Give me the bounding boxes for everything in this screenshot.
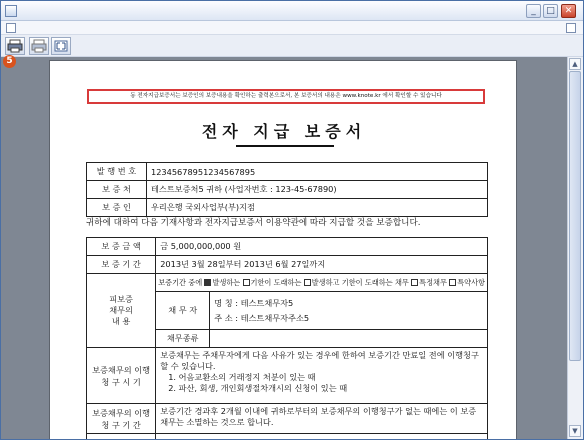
- table-row: [87, 404, 488, 434]
- scrollbar-thumb[interactable]: [569, 71, 581, 361]
- table-row: [87, 274, 488, 292]
- period-value: 2013년 3월 28일부터 2013년 6월 27일까지: [156, 256, 488, 274]
- claim-item-2: 2. 파산, 회생, 개인회생절차개시의 신청이 있는 때: [168, 383, 348, 393]
- claim-item-1: 1. 어음교환소의 거래정지 처분이 있는 때: [168, 372, 316, 382]
- amount-value: 금 5,000,000,000 원: [156, 238, 488, 256]
- print-preview-button[interactable]: [29, 37, 49, 55]
- claim-period-label: 보증채무의 이행 청 구 기 간: [87, 404, 156, 434]
- guaranteed-debt-label: 피보증 채무의 내 용: [87, 274, 156, 348]
- scroll-up-arrow-icon[interactable]: ▲: [569, 58, 581, 70]
- document-icon[interactable]: [6, 23, 16, 33]
- guarantor-label: 보 증 인: [87, 199, 147, 217]
- checkbox-occurring-and-due-label: 발생하고 기한이 도래하는 채무: [311, 277, 409, 287]
- claim-timing-value: [156, 348, 488, 404]
- debtor-address: 주 소 : 테스트채무자주소5: [214, 312, 310, 323]
- step-badge: 5: [3, 55, 16, 68]
- debtor-name: 명 칭 : 테스트채무자5: [214, 297, 294, 308]
- table-row: [87, 434, 488, 440]
- checkbox-occurring-label: 발생하는: [212, 277, 241, 287]
- guarantee-statement: 귀하에 대하여 다음 기재사항과 전자지급보증서 이용약관에 따라 지급할 것을 보증합니다.: [86, 218, 421, 228]
- toolbar: [1, 35, 583, 57]
- table-row: [87, 181, 488, 199]
- next-row-value: [156, 434, 488, 440]
- table-row: [87, 348, 488, 404]
- claim-timing-label: 보증채무의 이행 청 구 시 기: [87, 348, 156, 404]
- table-row: [87, 163, 488, 181]
- debt-type-checkboxes: [156, 274, 488, 292]
- maximize-button[interactable]: □: [543, 4, 558, 18]
- print-button[interactable]: [5, 37, 25, 55]
- table-row: [87, 238, 488, 256]
- issue-info-table: [86, 162, 488, 217]
- table-row: [87, 256, 488, 274]
- document-viewport[interactable]: [1, 57, 567, 439]
- checkbox-special-terms-label: 특약사항: [457, 277, 485, 287]
- print-preview-icon: [31, 39, 47, 53]
- claim-timing-text: 보증채무는 주채무자에게 다음 사유가 있는 경우에 한하여 보증기간 만료일 전에 이행청구할 수 있습니다.: [160, 350, 479, 371]
- menu-bar: [1, 21, 583, 35]
- beneficiary-value: 테스트보증처5 귀하 (사업자번호 : 123-45-67890): [147, 181, 488, 199]
- notice-banner: 동 전자지급보증서는 보증인의 보증내용을 확인하는 출력본으로서, 본 보증서의 내용은 www.knote.kr 에서 확인할 수 있습니다: [87, 89, 485, 104]
- debt-kind-value: [210, 330, 488, 348]
- checkbox-specific-debt-label: 특정채무: [419, 277, 447, 287]
- checkbox-special-terms[interactable]: [449, 279, 456, 286]
- beneficiary-label: 보 증 처: [87, 181, 147, 199]
- next-row-label: [87, 434, 156, 440]
- debtor-info: [210, 292, 488, 330]
- checkbox-due[interactable]: [243, 279, 250, 286]
- checkbox-occurring[interactable]: [204, 279, 211, 286]
- document-page: [49, 60, 517, 439]
- title-bar[interactable]: [1, 1, 583, 21]
- guarantor-value: 우리은행 국외사업부(부)지점: [147, 199, 488, 217]
- checkbox-specific-debt[interactable]: [411, 279, 418, 286]
- period-label: 보 증 기 간: [87, 256, 156, 274]
- print-icon: [7, 39, 23, 53]
- vertical-scrollbar[interactable]: [567, 57, 582, 439]
- checkbox-occurring-and-due[interactable]: [304, 279, 311, 286]
- document-title: 전자 지급 보증서: [201, 122, 367, 141]
- table-row: [87, 199, 488, 217]
- guarantee-details-table: [86, 237, 488, 439]
- issue-number-label: 발 행 번 호: [87, 163, 147, 181]
- app-icon: [5, 5, 17, 17]
- amount-label: 보 증 금 액: [87, 238, 156, 256]
- scroll-down-arrow-icon[interactable]: ▼: [569, 425, 581, 437]
- checkbox-prefix: 보증기간 중에: [158, 277, 203, 287]
- claim-period-value: 보증기간 경과후 2개월 이내에 귀하로부터의 보증채무의 이행청구가 없는 때에는 이 보증채무는 소멸하는 것으로 합니다.: [156, 404, 488, 434]
- title-underline: [236, 145, 334, 147]
- close-button[interactable]: ✕: [561, 4, 576, 18]
- page-icon[interactable]: [566, 23, 576, 33]
- debtor-label: 채 무 자: [156, 292, 210, 330]
- minimize-button[interactable]: _: [526, 4, 541, 18]
- fit-page-icon: [53, 39, 69, 53]
- checkbox-due-label: 기한이 도래하는: [250, 277, 302, 287]
- fit-page-button[interactable]: [51, 37, 71, 55]
- issue-number-value: 12345678951234567895: [147, 163, 488, 181]
- debt-kind-label: 채무종류: [156, 330, 210, 348]
